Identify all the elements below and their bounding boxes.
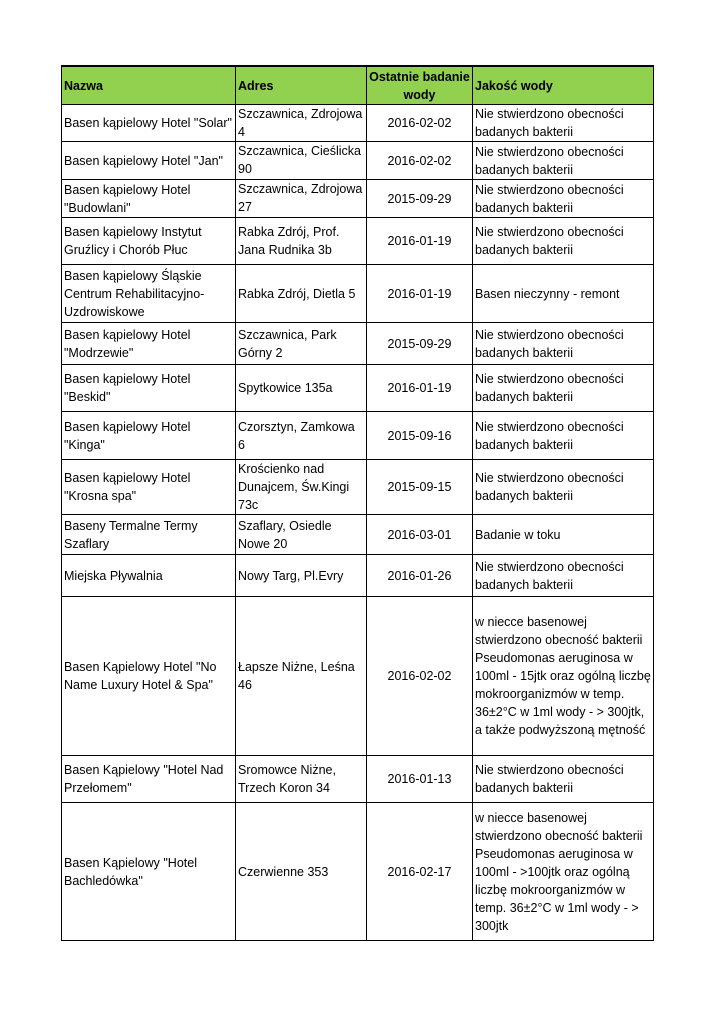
- cell-address: Spytkowice 135a: [236, 365, 367, 412]
- cell-date: 2016-02-02: [367, 105, 473, 142]
- cell-name: Baseny Termalne Termy Szaflary: [62, 515, 236, 555]
- cell-quality: Basen nieczynny - remont: [473, 265, 654, 323]
- cell-address: Sromowce Niżne, Trzech Koron 34: [236, 756, 367, 803]
- cell-quality: Nie stwierdzono obecności badanych bakterii: [473, 180, 654, 218]
- cell-date: 2016-01-19: [367, 265, 473, 323]
- cell-address: Szczawnica, Park Górny 2: [236, 323, 367, 365]
- cell-quality: w niecce basenowej stwierdzono obecność bakterii Pseudomonas aeruginosa w 100ml - >100jtk oraz ogólną liczbę mokroorganizmów w temp. 36±2°C w 1ml wody - > 300jtk: [473, 803, 654, 941]
- cell-date: 2016-01-13: [367, 756, 473, 803]
- cell-address: Szczawnica, Zdrojowa 4: [236, 105, 367, 142]
- cell-date: 2015-09-15: [367, 460, 473, 515]
- cell-date: 2016-01-19: [367, 218, 473, 265]
- cell-address: Szaflary, Osiedle Nowe 20: [236, 515, 367, 555]
- cell-date: 2016-01-19: [367, 365, 473, 412]
- table-row: [62, 756, 654, 803]
- table-row: [62, 555, 654, 597]
- header-name: Nazwa: [62, 66, 236, 105]
- header-water-quality: Jakość wody: [473, 66, 654, 105]
- cell-name: Basen kąpielowy Hotel "Modrzewie": [62, 323, 236, 365]
- cell-date: 2015-09-29: [367, 180, 473, 218]
- cell-name: Basen Kąpielowy Hotel "No Name Luxury Hotel & Spa": [62, 597, 236, 756]
- table-row: [62, 105, 654, 142]
- cell-address: Nowy Targ, Pl.Evry: [236, 555, 367, 597]
- cell-quality: Nie stwierdzono obecności badanych bakterii: [473, 365, 654, 412]
- cell-quality: Nie stwierdzono obecności badanych bakterii: [473, 218, 654, 265]
- cell-address: Rabka Zdrój, Dietla 5: [236, 265, 367, 323]
- cell-quality: Badanie w toku: [473, 515, 654, 555]
- cell-address: Rabka Zdrój, Prof. Jana Rudnika 3b: [236, 218, 367, 265]
- cell-name: Basen kąpielowy Hotel "Beskid": [62, 365, 236, 412]
- cell-address: Łapsze Niżne, Leśna 46: [236, 597, 367, 756]
- cell-quality: Nie stwierdzono obecności badanych bakterii: [473, 142, 654, 180]
- header-last-test: Ostatnie badanie wody: [367, 66, 473, 105]
- cell-name: Basen kąpielowy Hotel "Jan": [62, 142, 236, 180]
- cell-quality: Nie stwierdzono obecności badanych bakterii: [473, 105, 654, 142]
- table-row: [62, 460, 654, 515]
- cell-name: Basen kąpielowy Hotel "Budowlani": [62, 180, 236, 218]
- cell-name: Basen Kąpielowy "Hotel Nad Przełomem": [62, 756, 236, 803]
- cell-quality: Nie stwierdzono obecności badanych bakterii: [473, 555, 654, 597]
- cell-date: 2016-01-26: [367, 555, 473, 597]
- table-row: [62, 365, 654, 412]
- cell-date: 2016-03-01: [367, 515, 473, 555]
- header-row: [62, 66, 654, 105]
- cell-address: Krościenko nad Dunajcem, Św.Kingi 73c: [236, 460, 367, 515]
- pools-table: [61, 65, 654, 941]
- table-row: [62, 515, 654, 555]
- table-row: [62, 218, 654, 265]
- cell-name: Basen kąpielowy Śląskie Centrum Rehabilitacyjno-Uzdrowiskowe: [62, 265, 236, 323]
- table-row: [62, 803, 654, 941]
- cell-name: Basen Kąpielowy "Hotel Bachledówka": [62, 803, 236, 941]
- cell-date: 2015-09-29: [367, 323, 473, 365]
- header-address: Adres: [236, 66, 367, 105]
- cell-name: Basen kąpielowy Hotel "Solar": [62, 105, 236, 142]
- table-row: [62, 597, 654, 756]
- cell-name: Basen kąpielowy Hotel "Krosna spa": [62, 460, 236, 515]
- cell-quality: Nie stwierdzono obecności badanych bakterii: [473, 412, 654, 460]
- cell-name: Basen kąpielowy Instytut Gruźlicy i Chorób Płuc: [62, 218, 236, 265]
- cell-date: 2016-02-02: [367, 142, 473, 180]
- cell-quality: Nie stwierdzono obecności badanych bakterii: [473, 460, 654, 515]
- table-row: [62, 323, 654, 365]
- table-row: [62, 412, 654, 460]
- table-row: [62, 142, 654, 180]
- cell-address: Czerwienne 353: [236, 803, 367, 941]
- cell-name: Basen kąpielowy Hotel "Kinga": [62, 412, 236, 460]
- cell-date: 2016-02-17: [367, 803, 473, 941]
- table-row: [62, 265, 654, 323]
- cell-quality: w niecce basenowej stwierdzono obecność bakterii Pseudomonas aeruginosa w 100ml - 15jtk oraz ogólną liczbę mokroorganizmów w temp. 36±2°C w 1ml wody - > 300jtk, a także podwyższoną mętność: [473, 597, 654, 756]
- cell-date: 2016-02-02: [367, 597, 473, 756]
- cell-address: Szczawnica, Cieślicka 90: [236, 142, 367, 180]
- cell-quality: Nie stwierdzono obecności badanych bakterii: [473, 756, 654, 803]
- cell-date: 2015-09-16: [367, 412, 473, 460]
- cell-address: Czorsztyn, Zamkowa 6: [236, 412, 367, 460]
- cell-address: Szczawnica, Zdrojowa 27: [236, 180, 367, 218]
- table-row: [62, 180, 654, 218]
- cell-name: Miejska Pływalnia: [62, 555, 236, 597]
- cell-quality: Nie stwierdzono obecności badanych bakterii: [473, 323, 654, 365]
